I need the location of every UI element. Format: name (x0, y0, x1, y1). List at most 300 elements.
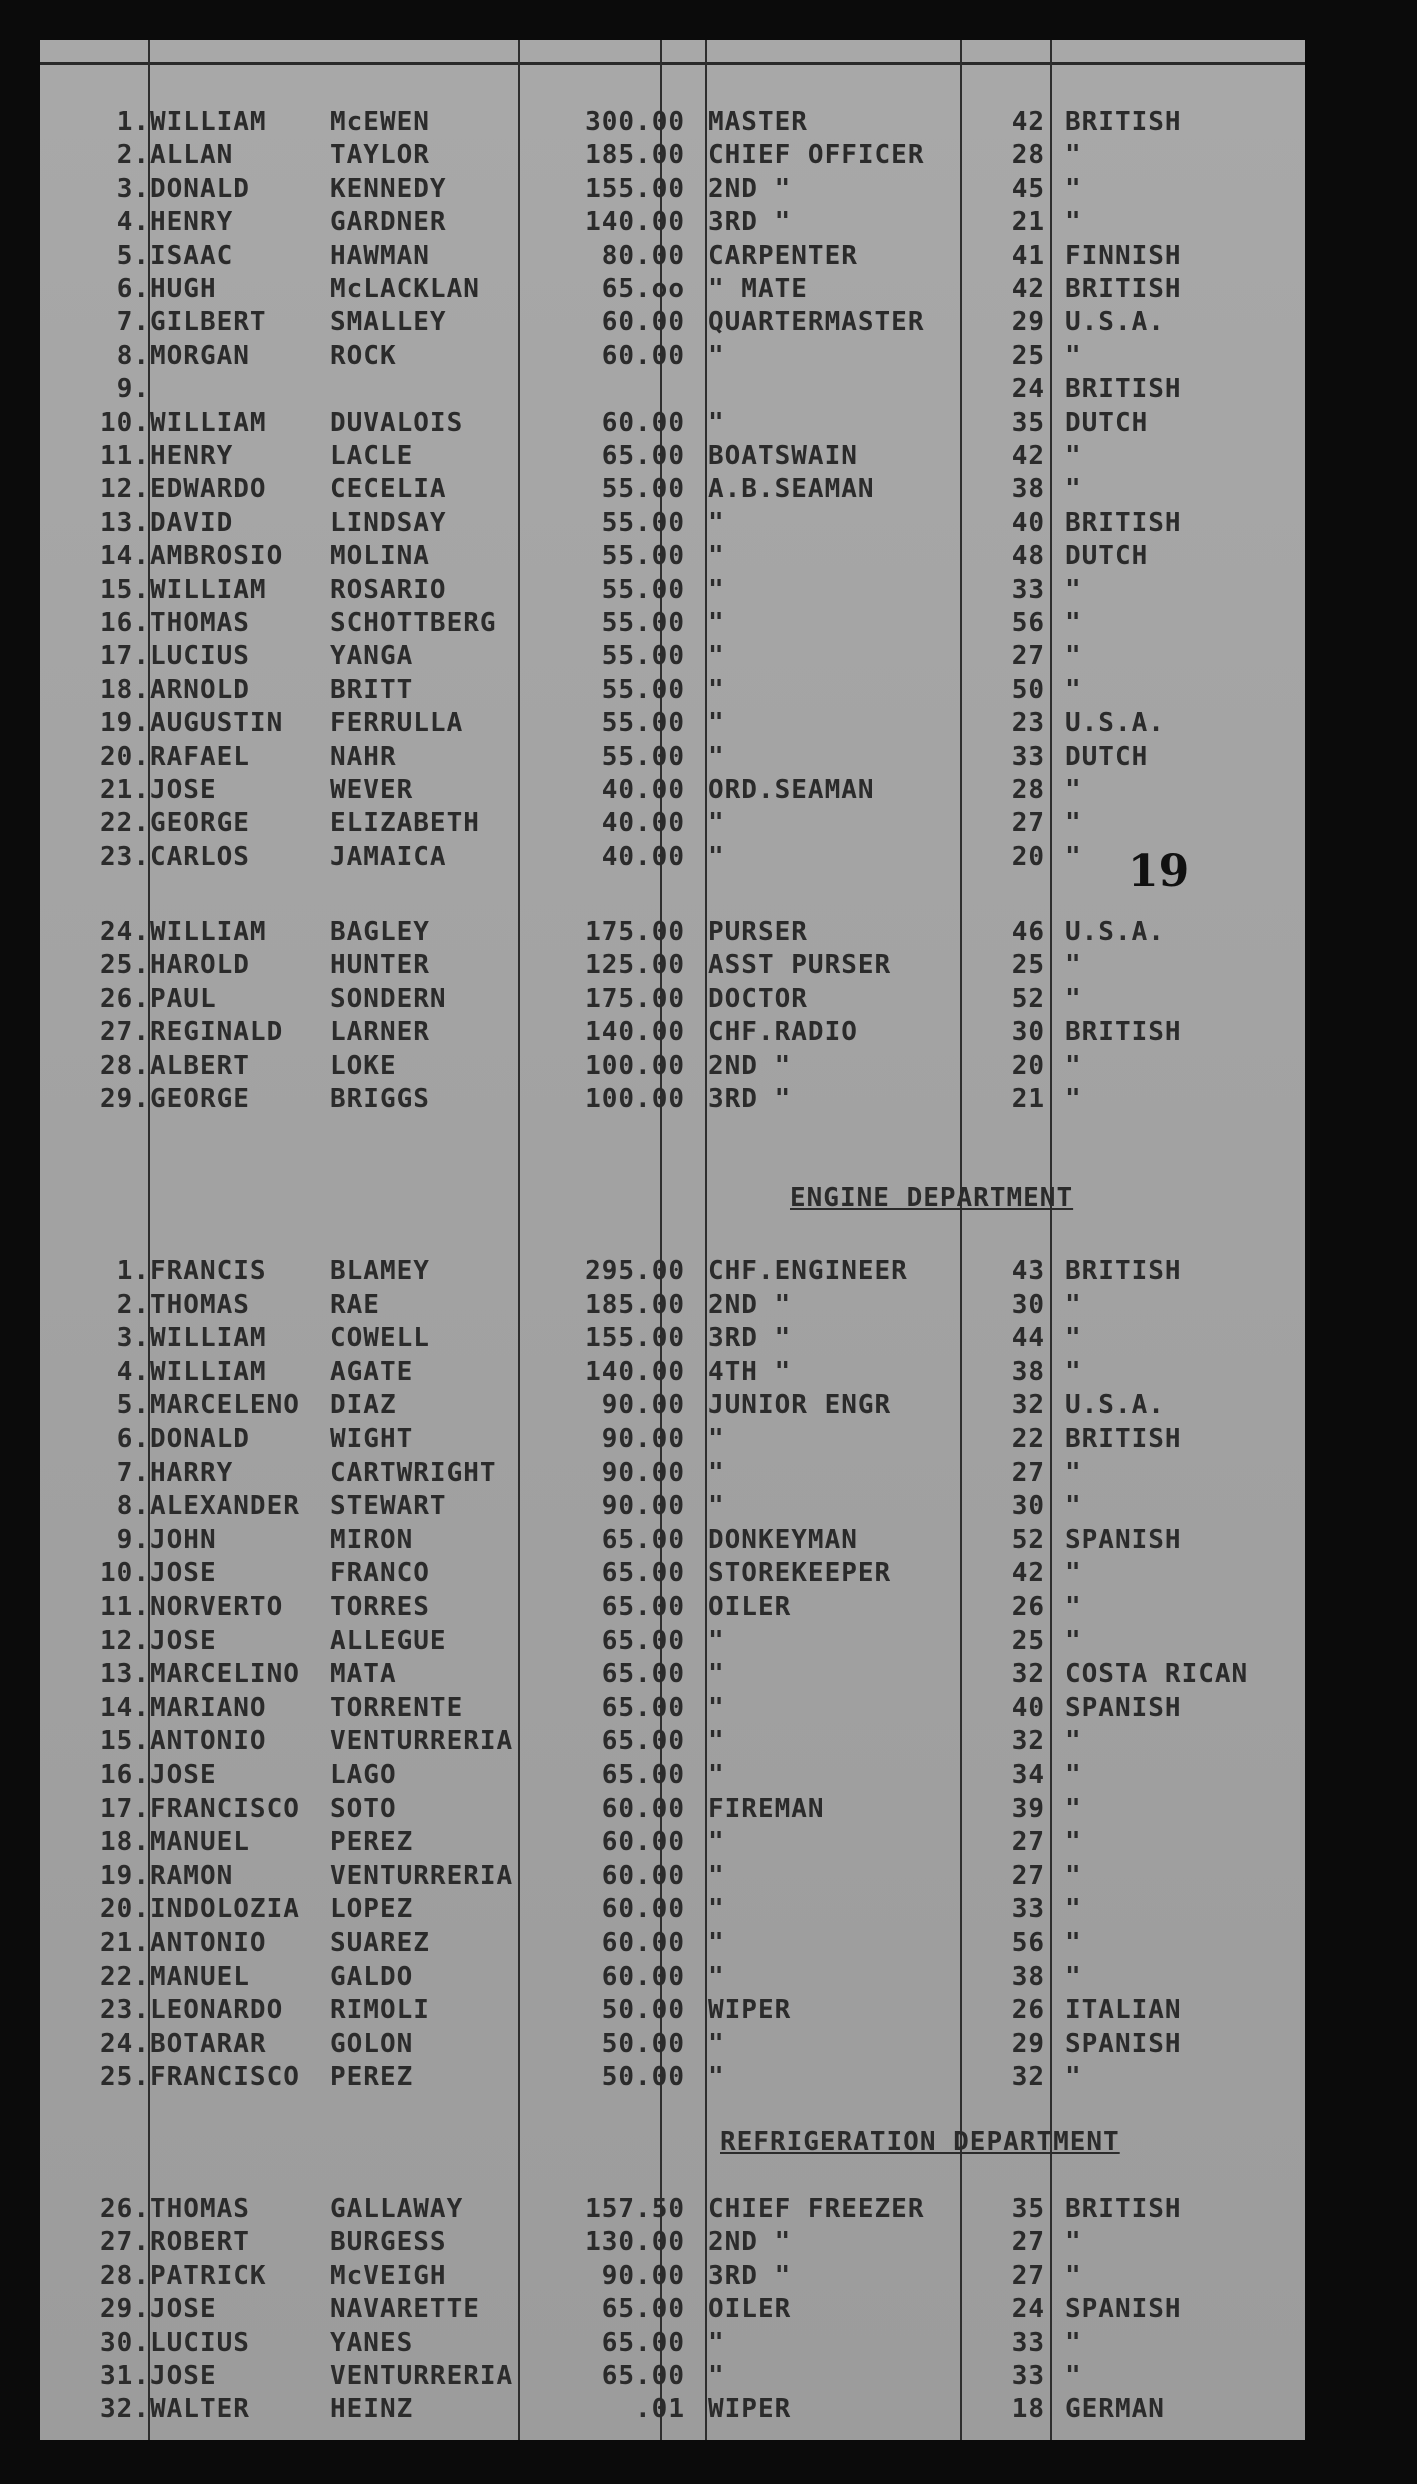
age: 30 (1011, 1289, 1045, 1320)
row-number: 32. (100, 2394, 150, 2425)
wage: 130.00 (585, 2227, 685, 2258)
nationality: " (1065, 608, 1082, 638)
row-number: 9. (116, 1524, 150, 1555)
age: 32 (1011, 1726, 1045, 1757)
last-name: HAWMAN (330, 240, 430, 271)
crew-row (40, 507, 1305, 540)
first-name: THOMAS (150, 1289, 250, 1320)
wage: 65.00 (601, 1659, 685, 1690)
last-name: DUVALOIS (330, 407, 464, 438)
age: 21 (1011, 1084, 1045, 1114)
wage: 65.00 (601, 2327, 685, 2358)
wage: 55.00 (601, 674, 685, 705)
age: 38 (1011, 474, 1045, 505)
age: 21 (1011, 207, 1045, 238)
crew-row (40, 540, 1305, 573)
nationality: " (1065, 1592, 1082, 1622)
row-number: 14. (100, 1692, 150, 1723)
age: 29 (1011, 2028, 1045, 2059)
age: 22 (1011, 1424, 1045, 1454)
crew-row (40, 1457, 1305, 1490)
last-name: LOKE (330, 1050, 397, 1081)
wage: 50.00 (601, 2028, 685, 2059)
crew-row (40, 574, 1305, 607)
row-number: 2. (116, 140, 150, 171)
age: 52 (1011, 983, 1045, 1014)
nationality: " (1065, 983, 1082, 1014)
age: 50 (1011, 674, 1045, 705)
first-name: MORGAN (150, 340, 250, 371)
age: 25 (1011, 1625, 1045, 1656)
crew-row (40, 306, 1305, 339)
crew-row (40, 1860, 1305, 1893)
age: 24 (1011, 374, 1045, 405)
nationality: BRITISH (1065, 107, 1182, 137)
row-number: 29. (100, 2294, 150, 2325)
wage: 40.00 (601, 841, 685, 872)
nationality: U.S.A. (1065, 917, 1165, 947)
rank: " (708, 2327, 725, 2358)
row-number: 28. (100, 1050, 150, 1081)
rank: " (708, 574, 725, 605)
last-name: RIMOLI (330, 1995, 430, 2026)
nationality: BRITISH (1065, 1424, 1182, 1454)
last-name: SCHOTTBERG (330, 608, 497, 638)
rank: " (708, 1491, 725, 1522)
rank: " (708, 1457, 725, 1488)
first-name: HARRY (150, 1457, 234, 1488)
crew-row (40, 640, 1305, 673)
row-number: 13. (100, 507, 150, 538)
age: 42 (1011, 274, 1045, 304)
last-name: TORRENTE (330, 1692, 464, 1723)
first-name: CARLOS (150, 841, 250, 872)
age: 24 (1011, 2294, 1045, 2325)
last-name: GOLON (330, 2028, 414, 2059)
first-name: WALTER (150, 2394, 250, 2425)
nationality: SPANISH (1065, 2294, 1182, 2325)
first-name: AUGUSTIN (150, 708, 284, 739)
last-name: STEWART (330, 1491, 447, 1522)
last-name: ROSARIO (330, 574, 447, 605)
rank: " (708, 407, 725, 438)
rank: 2ND " (708, 2227, 792, 2258)
age: 27 (1011, 2227, 1045, 2258)
crew-row (40, 2293, 1305, 2326)
rank: 4TH " (708, 1356, 792, 1387)
last-name: SUAREZ (330, 1928, 430, 1958)
wage: 60.00 (601, 407, 685, 438)
first-name: WILLIAM (150, 1323, 267, 1354)
crew-row (40, 173, 1305, 206)
age: 41 (1011, 240, 1045, 271)
age: 33 (1011, 574, 1045, 605)
wage: 55.00 (601, 708, 685, 739)
age: 20 (1011, 841, 1045, 872)
row-number: 23. (100, 841, 150, 872)
row-number: 3. (116, 1323, 150, 1354)
first-name: WILLIAM (150, 1356, 267, 1387)
last-name: HEINZ (330, 2394, 414, 2425)
rank: " (708, 841, 725, 872)
crew-row (40, 1961, 1305, 1994)
age: 26 (1011, 1592, 1045, 1622)
last-name: FERRULLA (330, 708, 464, 739)
wage: 140.00 (585, 1017, 685, 1048)
nationality: GERMAN (1065, 2394, 1165, 2425)
crew-row (40, 2360, 1305, 2393)
rank: " (708, 808, 725, 839)
age: 27 (1011, 641, 1045, 672)
nationality: " (1065, 173, 1082, 204)
wage: 60.00 (601, 1961, 685, 1992)
crew-row (40, 1759, 1305, 1792)
row-number: 8. (116, 1491, 150, 1522)
nationality: " (1065, 474, 1082, 505)
nationality: BRITISH (1065, 374, 1182, 405)
first-name: INDOLOZIA (150, 1894, 300, 1925)
rank: OILER (708, 1592, 792, 1622)
nationality: " (1065, 808, 1082, 839)
rank: OILER (708, 2294, 792, 2325)
age: 45 (1011, 173, 1045, 204)
first-name: PAUL (150, 983, 217, 1014)
first-name: JOSE (150, 2294, 217, 2325)
age: 33 (1011, 1894, 1045, 1925)
crew-row (40, 1490, 1305, 1523)
last-name: KENNEDY (330, 173, 447, 204)
crew-row (40, 340, 1305, 373)
wage: 55.00 (601, 507, 685, 538)
age: 42 (1011, 441, 1045, 471)
nationality: BRITISH (1065, 274, 1182, 304)
rank: " (708, 340, 725, 371)
nationality: " (1065, 775, 1082, 805)
nationality: " (1065, 2260, 1082, 2291)
wage: 55.00 (601, 641, 685, 672)
row-number: 6. (116, 274, 150, 304)
wage: 185.00 (585, 140, 685, 171)
wage: 140.00 (585, 207, 685, 238)
row-number: 7. (116, 1457, 150, 1488)
rank: ORD.SEAMAN (708, 775, 875, 805)
wage: 90.00 (601, 1491, 685, 1522)
last-name: PEREZ (330, 1827, 414, 1858)
last-name: PEREZ (330, 2062, 414, 2093)
row-number: 2. (116, 1289, 150, 1320)
first-name: FRANCISCO (150, 1793, 300, 1824)
nationality: COSTA RICAN (1065, 1659, 1249, 1690)
crew-row (40, 916, 1305, 949)
nationality: U.S.A. (1065, 307, 1165, 338)
last-name: LAGO (330, 1760, 397, 1790)
row-number: 19. (100, 708, 150, 739)
age: 32 (1011, 2062, 1045, 2093)
nationality: " (1065, 1860, 1082, 1891)
row-number: 25. (100, 950, 150, 981)
crew-row (40, 707, 1305, 740)
wage: 40.00 (601, 775, 685, 805)
last-name: BLAMEY (330, 1256, 430, 1286)
first-name: RAMON (150, 1860, 234, 1891)
crew-row (40, 373, 1305, 406)
first-name: DAVID (150, 507, 234, 538)
rank: " (708, 1692, 725, 1723)
row-number: 4. (116, 1356, 150, 1387)
rank: 3RD " (708, 2260, 792, 2291)
crew-row (40, 1050, 1305, 1083)
rank: " (708, 674, 725, 705)
age: 33 (1011, 2327, 1045, 2358)
wage: 157.50 (585, 2194, 685, 2224)
last-name: LINDSAY (330, 507, 447, 538)
nationality: " (1065, 1625, 1082, 1656)
crew-row (40, 2226, 1305, 2259)
row-number: 11. (100, 1592, 150, 1622)
first-name: JOSE (150, 775, 217, 805)
age: 27 (1011, 1860, 1045, 1891)
crew-row (40, 273, 1305, 306)
age: 29 (1011, 307, 1045, 338)
age: 44 (1011, 1323, 1045, 1354)
nationality: U.S.A. (1065, 708, 1165, 739)
row-number: 8. (116, 340, 150, 371)
nationality: DUTCH (1065, 541, 1149, 572)
crew-row (40, 2028, 1305, 2061)
wage: 140.00 (585, 1356, 685, 1387)
crew-row (40, 807, 1305, 840)
first-name: MANUEL (150, 1961, 250, 1992)
row-number: 3. (116, 173, 150, 204)
row-number: 12. (100, 474, 150, 505)
age: 25 (1011, 340, 1045, 371)
first-name: BOTARAR (150, 2028, 267, 2059)
rank: CHIEF OFFICER (708, 140, 925, 171)
crew-row (40, 2260, 1305, 2293)
wage: 175.00 (585, 917, 685, 947)
first-name: WILLIAM (150, 574, 267, 605)
nationality: " (1065, 1928, 1082, 1958)
crew-row (40, 983, 1305, 1016)
last-name: NAVARETTE (330, 2294, 480, 2325)
row-number: 18. (100, 674, 150, 705)
wage: 50.00 (601, 2062, 685, 2093)
rank: " (708, 708, 725, 739)
rank: QUARTERMASTER (708, 307, 925, 338)
rank: BOATSWAIN (708, 441, 858, 471)
wage: 155.00 (585, 1323, 685, 1354)
wage: 60.00 (601, 340, 685, 371)
last-name: WIGHT (330, 1424, 414, 1454)
wage: 185.00 (585, 1289, 685, 1320)
crew-row (40, 1893, 1305, 1926)
rank: MASTER (708, 107, 808, 137)
wage: 65.00 (601, 1524, 685, 1555)
last-name: GALLAWAY (330, 2194, 464, 2224)
nationality: " (1065, 1491, 1082, 1522)
row-number: 22. (100, 1961, 150, 1992)
first-name: JOSE (150, 1558, 217, 1589)
age: 20 (1011, 1050, 1045, 1081)
row-number: 15. (100, 1726, 150, 1757)
last-name: BURGESS (330, 2227, 447, 2258)
nationality: BRITISH (1065, 1017, 1182, 1048)
nationality: " (1065, 1558, 1082, 1589)
row-number: 10. (100, 407, 150, 438)
age: 35 (1011, 407, 1045, 438)
nationality: BRITISH (1065, 1256, 1182, 1286)
last-name: CECELIA (330, 474, 447, 505)
row-number: 9. (116, 374, 150, 405)
wage: 80.00 (601, 240, 685, 271)
rank: " (708, 507, 725, 538)
crew-row (40, 2393, 1305, 2426)
crew-row (40, 1591, 1305, 1624)
row-number: 1. (116, 1256, 150, 1286)
last-name: ALLEGUE (330, 1625, 447, 1656)
nationality: " (1065, 574, 1082, 605)
first-name: JOSE (150, 1760, 217, 1790)
rank: 3RD " (708, 1323, 792, 1354)
rank: CHF.ENGINEER (708, 1256, 908, 1286)
last-name: SONDERN (330, 983, 447, 1014)
first-name: GEORGE (150, 808, 250, 839)
wage: 60.00 (601, 1928, 685, 1958)
last-name: HUNTER (330, 950, 430, 981)
wage: 55.00 (601, 574, 685, 605)
nationality: SPANISH (1065, 1524, 1182, 1555)
nationality: " (1065, 140, 1082, 171)
crew-row (40, 106, 1305, 139)
age: 56 (1011, 1928, 1045, 1958)
wage: 60.00 (601, 1860, 685, 1891)
crew-row (40, 1389, 1305, 1422)
rank: CHF.RADIO (708, 1017, 858, 1048)
last-name: ROCK (330, 340, 397, 371)
wage: 55.00 (601, 741, 685, 772)
rank: " (708, 1726, 725, 1757)
nationality: " (1065, 207, 1082, 238)
row-number: 4. (116, 207, 150, 238)
row-number: 25. (100, 2062, 150, 2093)
nationality: " (1065, 1084, 1082, 1114)
wage: 65.00 (601, 1726, 685, 1757)
row-number: 20. (100, 1894, 150, 1925)
wage: 60.00 (601, 307, 685, 338)
rank: " (708, 641, 725, 672)
top-rule (40, 62, 1305, 65)
first-name: MARIANO (150, 1692, 267, 1723)
row-number: 31. (100, 2361, 150, 2391)
crew-row (40, 1826, 1305, 1859)
last-name: JAMAICA (330, 841, 447, 872)
nationality: " (1065, 1961, 1082, 1992)
nationality: BRITISH (1065, 2194, 1182, 2224)
row-number: 26. (100, 983, 150, 1014)
last-name: FRANCO (330, 1558, 430, 1589)
first-name: LUCIUS (150, 2327, 250, 2358)
row-number: 5. (116, 240, 150, 271)
last-name: VENTURRERIA (330, 1860, 514, 1891)
first-name: NORVERTO (150, 1592, 284, 1622)
first-name: WILLIAM (150, 107, 267, 137)
row-number: 27. (100, 1017, 150, 1048)
row-number: 24. (100, 917, 150, 947)
row-number: 1. (116, 107, 150, 137)
age: 30 (1011, 1491, 1045, 1522)
last-name: LACLE (330, 441, 414, 471)
crew-row (40, 1255, 1305, 1288)
crew-row (40, 206, 1305, 239)
last-name: McLACKLAN (330, 274, 480, 304)
wage: 100.00 (585, 1084, 685, 1114)
age: 30 (1011, 1017, 1045, 1048)
first-name: JOSE (150, 2361, 217, 2391)
first-name: RAFAEL (150, 741, 250, 772)
rank: DONKEYMAN (708, 1524, 858, 1555)
nationality: " (1065, 340, 1082, 371)
row-number: 10. (100, 1558, 150, 1589)
wage: 55.00 (601, 474, 685, 505)
rank: " (708, 1424, 725, 1454)
first-name: EDWARDO (150, 474, 267, 505)
first-name: WILLIAM (150, 407, 267, 438)
first-name: ALEXANDER (150, 1491, 300, 1522)
last-name: MOLINA (330, 541, 430, 572)
last-name: TORRES (330, 1592, 430, 1622)
row-number: 21. (100, 1928, 150, 1958)
age: 28 (1011, 140, 1045, 171)
wage: 55.00 (601, 541, 685, 572)
row-number: 18. (100, 1827, 150, 1858)
nationality: " (1065, 1457, 1082, 1488)
first-name: PATRICK (150, 2260, 267, 2291)
rank: " (708, 541, 725, 572)
last-name: WEVER (330, 775, 414, 805)
crew-row (40, 440, 1305, 473)
rank: DOCTOR (708, 983, 808, 1014)
first-name: LUCIUS (150, 641, 250, 672)
last-name: DIAZ (330, 1390, 397, 1421)
crew-row (40, 1625, 1305, 1658)
row-number: 26. (100, 2194, 150, 2224)
row-number: 13. (100, 1659, 150, 1690)
first-name: MANUEL (150, 1827, 250, 1858)
crew-row (40, 240, 1305, 273)
nationality: " (1065, 841, 1082, 872)
wage: 125.00 (585, 950, 685, 981)
nationality: SPANISH (1065, 2028, 1182, 2059)
age: 23 (1011, 708, 1045, 739)
rank: " (708, 1625, 725, 1656)
rank: " MATE (708, 274, 808, 304)
rank: 2ND " (708, 1289, 792, 1320)
age: 42 (1011, 107, 1045, 137)
wage: 40.00 (601, 808, 685, 839)
wage: 65.oo (601, 274, 685, 304)
nationality: " (1065, 441, 1082, 471)
row-number: 22. (100, 808, 150, 839)
crew-row (40, 674, 1305, 707)
rank: " (708, 608, 725, 638)
row-number: 6. (116, 1424, 150, 1454)
last-name: SMALLEY (330, 307, 447, 338)
wage: 295.00 (585, 1256, 685, 1286)
rank: WIPER (708, 2394, 792, 2425)
row-number: 12. (100, 1625, 150, 1656)
nationality: " (1065, 1827, 1082, 1858)
age: 34 (1011, 1760, 1045, 1790)
